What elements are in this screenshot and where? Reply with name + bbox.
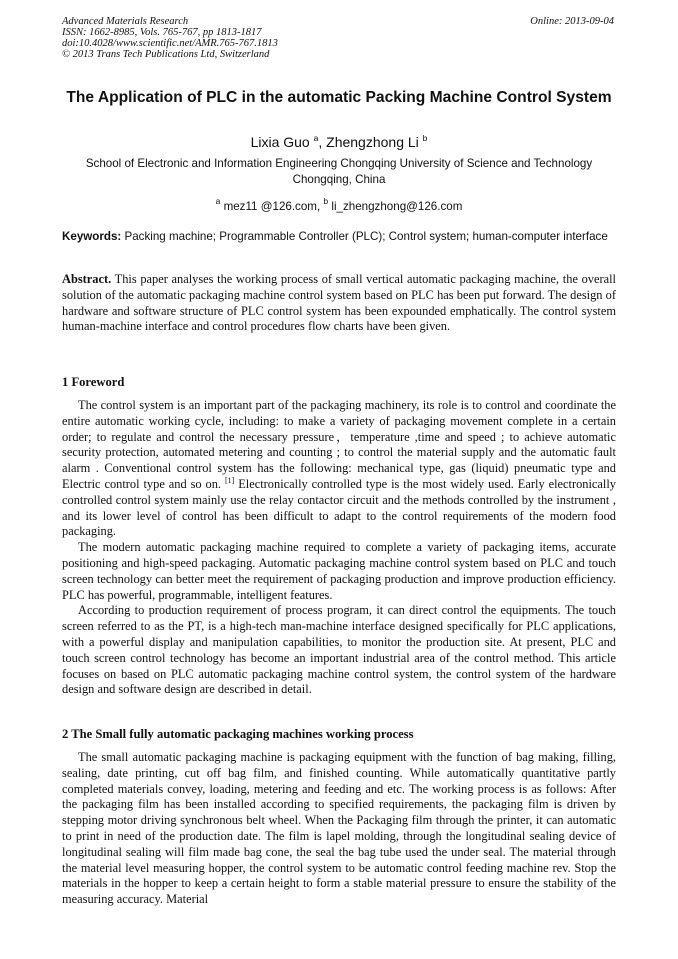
paragraph: According to production requirement of process program, it can direct control the equipments. The touch screen referred to as the PT, is a high-tech man-machine interface designed specifically for PLC applications, with a powerful display and manipulation capabilities, to monitor the production site. At present, PLC and touch screen control technology has become an important industrial area of the control method. This article focuses on based on PLC automatic packaging machine control system, the control system of the hardware design and software design are described in detail. — [62, 603, 616, 697]
keywords-text: Packing machine; Programmable Controller (PLC); Control system; human-computer interface — [121, 230, 608, 243]
paragraph — [62, 398, 616, 540]
paper-title: The Application of PLC in the automatic Packing Machine Control System — [66, 89, 612, 106]
paragraph: The modern automatic packaging machine required to complete a variety of packaging items, accurate positioning and high-speed packaging. Automatic packaging machine control system based on PLC and touch screen technology can better meet the requirement of packaging production and improve production efficiency. PLC has powerful, programmable, intelligent features. — [62, 540, 616, 602]
journal-header — [62, 16, 278, 60]
author-list — [62, 129, 616, 151]
journal-name: Advanced Materials Research — [62, 16, 189, 27]
keywords — [62, 230, 616, 245]
abstract-label: Abstract. — [62, 272, 112, 286]
email-marker: a — [215, 196, 221, 206]
paragraph: The small automatic packaging machine is packaging equipment with the function of bag making, filling, sealing, date printing, cut off bag film, and finished counting. While automatically quantitative partly completed materials convey, loading, metering and feeding and etc. The working process is as follows: After the packaging film has been installed according to specified requirements, the packaging film is driven by stepping motor driving synchronous belt wheel. When the Packaging film through the printer, it can automatic to print in need of the production date. The film is lapel molding, through the longitudinal sealing device of longitudinal sealing will film made bag cone, the seal the bag tube used the under seal. The material through the material level measuring hopper, the control system to be automatic control feeding machine rev. Stop the materials in the hopper to keep a certain height to form a stable material pressure to ensure the stability of the measuring accuracy. Material — [62, 750, 616, 907]
author-affil-marker: b — [422, 133, 428, 143]
author-emails — [62, 193, 616, 215]
author-name: Zhengzhong Li — [326, 134, 419, 150]
online-date: Online: 2013-09-04 — [530, 16, 614, 27]
abstract-text: This paper analyses the working process of small vertical automatic packaging machine, the overall solution of the automatic packaging machine control system based on PLC has been put forward. The design of hardware and software structure of PLC control system has been expounded emphatically. The control system human-machine interface and control procedures flow charts have been given. — [62, 272, 616, 334]
section-heading: 1 Foreword — [62, 375, 125, 389]
email-address: mez11 @126.com, — [220, 200, 324, 213]
section-body — [62, 750, 616, 908]
email-address: li_zhengzhong@126.com — [328, 200, 463, 213]
paragraph-text: Electronically controlled type is the most widely used. Early electronically controlled control system mainly use the relay contactor circuit and the methods controlled by the instrument , and its lower level of control has been difficult to adapt to the control requirements of the modern food packaging. — [62, 476, 616, 539]
affiliation: School of Electronic and Information Engineering Chongqing University of Science and Technology Chongqing, China — [85, 157, 593, 186]
keywords-label: Keywords: — [62, 230, 122, 243]
doi-line: doi:10.4028/www.scientific.net/AMR.765-767.1813 — [62, 38, 278, 49]
issn-line: ISSN: 1662-8985, Vols. 765-767, pp 1813-1817 — [62, 27, 262, 38]
author-separator: , — [318, 134, 327, 150]
section-heading: 2 The Small fully automatic packaging machines working process — [62, 727, 414, 741]
author-affil-marker: a — [313, 133, 319, 143]
section-body — [62, 398, 616, 698]
abstract — [62, 272, 616, 335]
paragraph-text: The control system is an important part of the packaging machinery, its role is to control and coordinate the entire automatic working cycle, including: to make a variety of packaging movement complete in a certain order; to regulate and control the necessary pressure，temperature ,time and speed ; to achieve automatic security protection, automated metering and counting ; to control the material supply and the automatic fault alarm . Conventional control system has the following: mechanical type, gas (liquid) pneumatic type and Electric control type and so on. — [62, 398, 616, 491]
email-marker: b — [323, 196, 329, 206]
author-name: Lixia Guo — [250, 134, 310, 150]
copyright-line: © 2013 Trans Tech Publications Ltd, Switzerland — [62, 49, 270, 60]
citation-ref: [1] — [224, 475, 235, 485]
